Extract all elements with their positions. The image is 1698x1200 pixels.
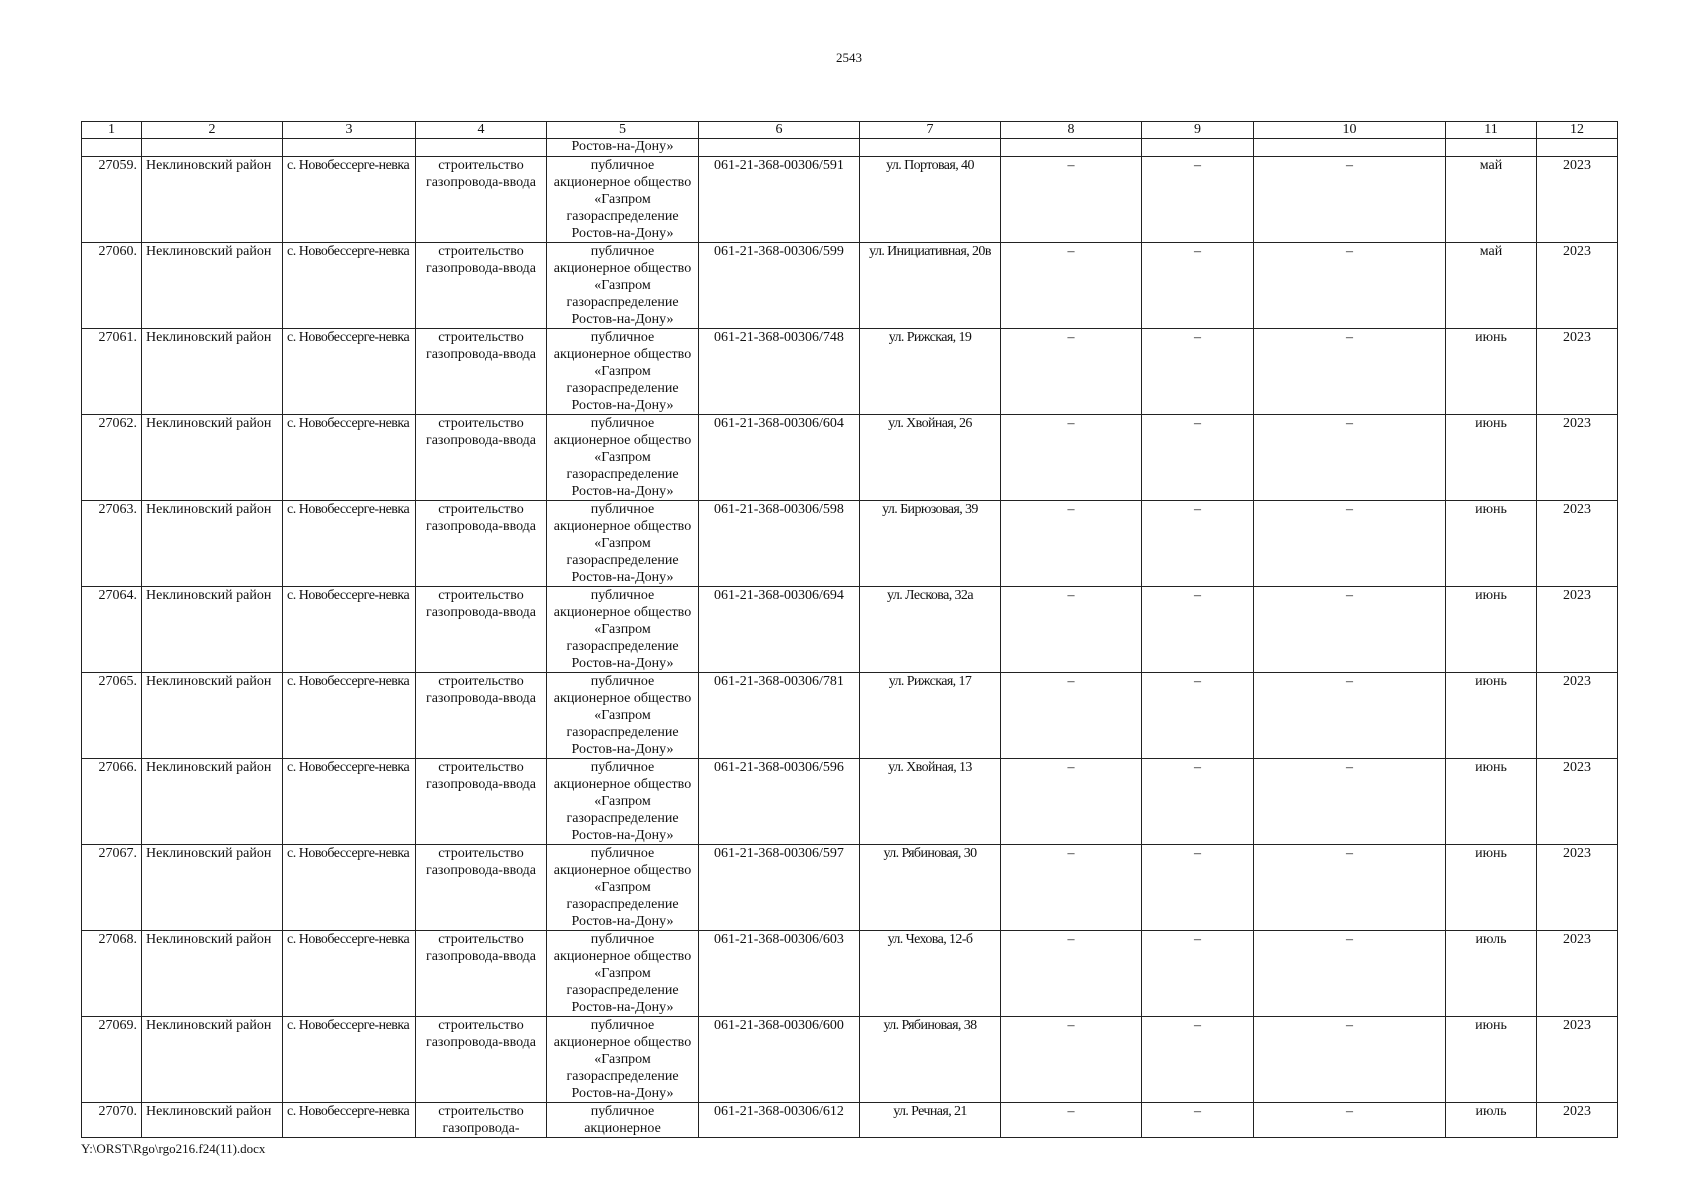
work-type-cell: строительство газопровода-ввода [416, 673, 547, 759]
work-type-cell: строительство газопровода-ввода [416, 243, 547, 329]
table-row [82, 931, 1618, 1017]
row-number-cell: 27064. [82, 587, 142, 673]
year-cell: 2023 [1537, 243, 1618, 329]
organization-cell: публичное акционерное общество «Газпром газораспределение Ростов-на-Дону» [547, 587, 699, 673]
column-9-cell: – [1142, 157, 1254, 243]
row-number-cell: 27068. [82, 931, 142, 1017]
month-cell: июнь [1446, 587, 1537, 673]
column-9-cell: – [1142, 1103, 1254, 1138]
row-number-cell: 27066. [82, 759, 142, 845]
column-10-cell: – [1254, 587, 1446, 673]
district-cell: Неклиновский район [142, 759, 283, 845]
column-9-cell: – [1142, 931, 1254, 1017]
table-row [82, 329, 1618, 415]
address-cell: ул. Речная, 21 [860, 1103, 1001, 1138]
column-8-cell: – [1001, 1103, 1142, 1138]
organization-cell: публичное акционерное [547, 1103, 699, 1138]
year-cell: 2023 [1537, 673, 1618, 759]
organization-cell: публичное акционерное общество «Газпром газораспределение Ростов-на-Дону» [547, 243, 699, 329]
table-row [82, 673, 1618, 759]
column-9-cell: – [1142, 673, 1254, 759]
month-cell: июнь [1446, 501, 1537, 587]
table-row [82, 157, 1618, 243]
year-cell: 2023 [1537, 759, 1618, 845]
month-cell: май [1446, 157, 1537, 243]
column-9-cell: – [1142, 759, 1254, 845]
column-10-cell: – [1254, 415, 1446, 501]
address-cell: ул. Рижская, 19 [860, 329, 1001, 415]
address-cell: ул. Хвойная, 26 [860, 415, 1001, 501]
table-row [82, 587, 1618, 673]
file-path-footer: Y:\ORST\Rgo\rgo216.f24(11).docx [81, 1141, 266, 1156]
table-row [82, 759, 1618, 845]
organization-cell: публичное акционерное общество «Газпром газораспределение Ростов-на-Дону» [547, 673, 699, 759]
column-8-cell: – [1001, 501, 1142, 587]
year-cell: 2023 [1537, 1103, 1618, 1138]
settlement-cell: с. Новобессерге-невка [283, 931, 416, 1017]
work-type-cell: строительство газопровода-ввода [416, 415, 547, 501]
organization-cell: публичное акционерное общество «Газпром газораспределение Ростов-на-Дону» [547, 1017, 699, 1103]
column-9-cell: – [1142, 845, 1254, 931]
register-table [81, 121, 1618, 1138]
organization-cell: публичное акционерное общество «Газпром газораспределение Ростов-на-Дону» [547, 157, 699, 243]
district-cell: Неклиновский район [142, 501, 283, 587]
column-header: 8 [1001, 122, 1142, 139]
address-cell: ул. Хвойная, 13 [860, 759, 1001, 845]
column-9-cell: – [1142, 587, 1254, 673]
settlement-cell: с. Новобессерге-невка [283, 157, 416, 243]
organization-cell: публичное акционерное общество «Газпром газораспределение Ростов-на-Дону» [547, 415, 699, 501]
settlement-cell: с. Новобессерге-невка [283, 587, 416, 673]
row-number-cell: 27065. [82, 673, 142, 759]
column-8-cell: – [1001, 243, 1142, 329]
registry-code-cell: 061-21-368-00306/599 [699, 243, 860, 329]
address-cell: ул. Рижская, 17 [860, 673, 1001, 759]
column-8-cell: – [1001, 759, 1142, 845]
column-9-cell: – [1142, 329, 1254, 415]
district-cell: Неклиновский район [142, 243, 283, 329]
continuation-row [82, 139, 1618, 157]
column-10-cell: – [1254, 759, 1446, 845]
row-number-cell: 27062. [82, 415, 142, 501]
year-cell: 2023 [1537, 845, 1618, 931]
work-type-cell: строительство газопровода-ввода [416, 845, 547, 931]
column-8-cell: – [1001, 587, 1142, 673]
address-cell: ул. Чехова, 12-б [860, 931, 1001, 1017]
registry-code-cell: 061-21-368-00306/604 [699, 415, 860, 501]
district-cell: Неклиновский район [142, 587, 283, 673]
row-number-cell: 27061. [82, 329, 142, 415]
work-type-cell: строительство газопровода-ввода [416, 157, 547, 243]
page-number: 2543 [836, 50, 862, 65]
registry-code-cell: 061-21-368-00306/694 [699, 587, 860, 673]
column-10-cell: – [1254, 845, 1446, 931]
column-9-cell: – [1142, 1017, 1254, 1103]
column-number-header [82, 122, 1618, 139]
settlement-cell: с. Новобессерге-невка [283, 501, 416, 587]
column-8-cell: – [1001, 415, 1142, 501]
month-cell: июль [1446, 931, 1537, 1017]
column-header: 2 [142, 122, 283, 139]
row-number-cell: 27070. [82, 1103, 142, 1138]
month-cell: июнь [1446, 415, 1537, 501]
month-cell: июнь [1446, 759, 1537, 845]
table-row [82, 415, 1618, 501]
column-8-cell: – [1001, 931, 1142, 1017]
column-10-cell: – [1254, 931, 1446, 1017]
column-9-cell: – [1142, 243, 1254, 329]
district-cell: Неклиновский район [142, 1103, 283, 1138]
settlement-cell: с. Новобессерге-невка [283, 1017, 416, 1103]
column-9-cell: – [1142, 415, 1254, 501]
year-cell: 2023 [1537, 501, 1618, 587]
district-cell: Неклиновский район [142, 415, 283, 501]
row-number-cell: 27059. [82, 157, 142, 243]
work-type-cell: строительство газопровода-ввода [416, 1017, 547, 1103]
column-header: 4 [416, 122, 547, 139]
organization-cell: публичное акционерное общество «Газпром газораспределение Ростов-на-Дону» [547, 931, 699, 1017]
column-header: 6 [699, 122, 860, 139]
year-cell: 2023 [1537, 931, 1618, 1017]
registry-code-cell: 061-21-368-00306/597 [699, 845, 860, 931]
month-cell: июнь [1446, 1017, 1537, 1103]
month-cell: июнь [1446, 673, 1537, 759]
work-type-cell: строительство газопровода-ввода [416, 329, 547, 415]
registry-code-cell: 061-21-368-00306/591 [699, 157, 860, 243]
row-number-cell: 27069. [82, 1017, 142, 1103]
row-number-cell: 27067. [82, 845, 142, 931]
table-row [82, 243, 1618, 329]
column-8-cell: – [1001, 329, 1142, 415]
district-cell: Неклиновский район [142, 931, 283, 1017]
month-cell: май [1446, 243, 1537, 329]
organization-cell: Ростов-на-Дону» [547, 139, 699, 157]
district-cell: Неклиновский район [142, 1017, 283, 1103]
settlement-cell: с. Новобессерге-невка [283, 759, 416, 845]
district-cell: Неклиновский район [142, 157, 283, 243]
district-cell: Неклиновский район [142, 329, 283, 415]
address-cell: ул. Портовая, 40 [860, 157, 1001, 243]
column-8-cell: – [1001, 1017, 1142, 1103]
registry-code-cell: 061-21-368-00306/598 [699, 501, 860, 587]
column-10-cell: – [1254, 243, 1446, 329]
district-cell: Неклиновский район [142, 673, 283, 759]
settlement-cell: с. Новобессерге-невка [283, 415, 416, 501]
registry-code-cell: 061-21-368-00306/781 [699, 673, 860, 759]
month-cell: июнь [1446, 329, 1537, 415]
row-number-cell: 27060. [82, 243, 142, 329]
column-10-cell: – [1254, 673, 1446, 759]
month-cell: июль [1446, 1103, 1537, 1138]
settlement-cell: с. Новобессерге-невка [283, 1103, 416, 1138]
column-10-cell: – [1254, 157, 1446, 243]
column-8-cell: – [1001, 673, 1142, 759]
registry-code-cell: 061-21-368-00306/612 [699, 1103, 860, 1138]
row-number-cell: 27063. [82, 501, 142, 587]
table-row [82, 1017, 1618, 1103]
address-cell: ул. Рябиновая, 30 [860, 845, 1001, 931]
table-row [82, 845, 1618, 931]
organization-cell: публичное акционерное общество «Газпром газораспределение Ростов-на-Дону» [547, 759, 699, 845]
column-8-cell: – [1001, 157, 1142, 243]
address-cell: ул. Инициативная, 20в [860, 243, 1001, 329]
address-cell: ул. Бирюзовая, 39 [860, 501, 1001, 587]
table-row [82, 1103, 1618, 1138]
column-header: 7 [860, 122, 1001, 139]
year-cell: 2023 [1537, 157, 1618, 243]
registry-code-cell: 061-21-368-00306/596 [699, 759, 860, 845]
registry-code-cell: 061-21-368-00306/603 [699, 931, 860, 1017]
year-cell: 2023 [1537, 1017, 1618, 1103]
organization-cell: публичное акционерное общество «Газпром газораспределение Ростов-на-Дону» [547, 845, 699, 931]
settlement-cell: с. Новобессерге-невка [283, 329, 416, 415]
organization-cell: публичное акционерное общество «Газпром газораспределение Ростов-на-Дону» [547, 501, 699, 587]
work-type-cell: строительство газопровода-ввода [416, 931, 547, 1017]
column-10-cell: – [1254, 1103, 1446, 1138]
work-type-cell: строительство газопровода- [416, 1103, 547, 1138]
settlement-cell: с. Новобессерге-невка [283, 673, 416, 759]
column-8-cell: – [1001, 845, 1142, 931]
column-9-cell: – [1142, 501, 1254, 587]
organization-cell: публичное акционерное общество «Газпром газораспределение Ростов-на-Дону» [547, 329, 699, 415]
work-type-cell: строительство газопровода-ввода [416, 501, 547, 587]
column-10-cell: – [1254, 1017, 1446, 1103]
work-type-cell: строительство газопровода-ввода [416, 587, 547, 673]
column-header: 12 [1537, 122, 1618, 139]
work-type-cell: строительство газопровода-ввода [416, 759, 547, 845]
year-cell: 2023 [1537, 329, 1618, 415]
address-cell: ул. Лескова, 32а [860, 587, 1001, 673]
column-10-cell: – [1254, 329, 1446, 415]
registry-code-cell: 061-21-368-00306/600 [699, 1017, 860, 1103]
settlement-cell: с. Новобессерге-невка [283, 243, 416, 329]
registry-code-cell: 061-21-368-00306/748 [699, 329, 860, 415]
table-row [82, 501, 1618, 587]
column-header: 5 [547, 122, 699, 139]
column-header: 1 [82, 122, 142, 139]
district-cell: Неклиновский район [142, 845, 283, 931]
year-cell: 2023 [1537, 587, 1618, 673]
column-header: 10 [1254, 122, 1446, 139]
column-header: 11 [1446, 122, 1537, 139]
column-header: 3 [283, 122, 416, 139]
address-cell: ул. Рябиновая, 38 [860, 1017, 1001, 1103]
year-cell: 2023 [1537, 415, 1618, 501]
month-cell: июнь [1446, 845, 1537, 931]
column-header: 9 [1142, 122, 1254, 139]
settlement-cell: с. Новобессерге-невка [283, 845, 416, 931]
column-10-cell: – [1254, 501, 1446, 587]
